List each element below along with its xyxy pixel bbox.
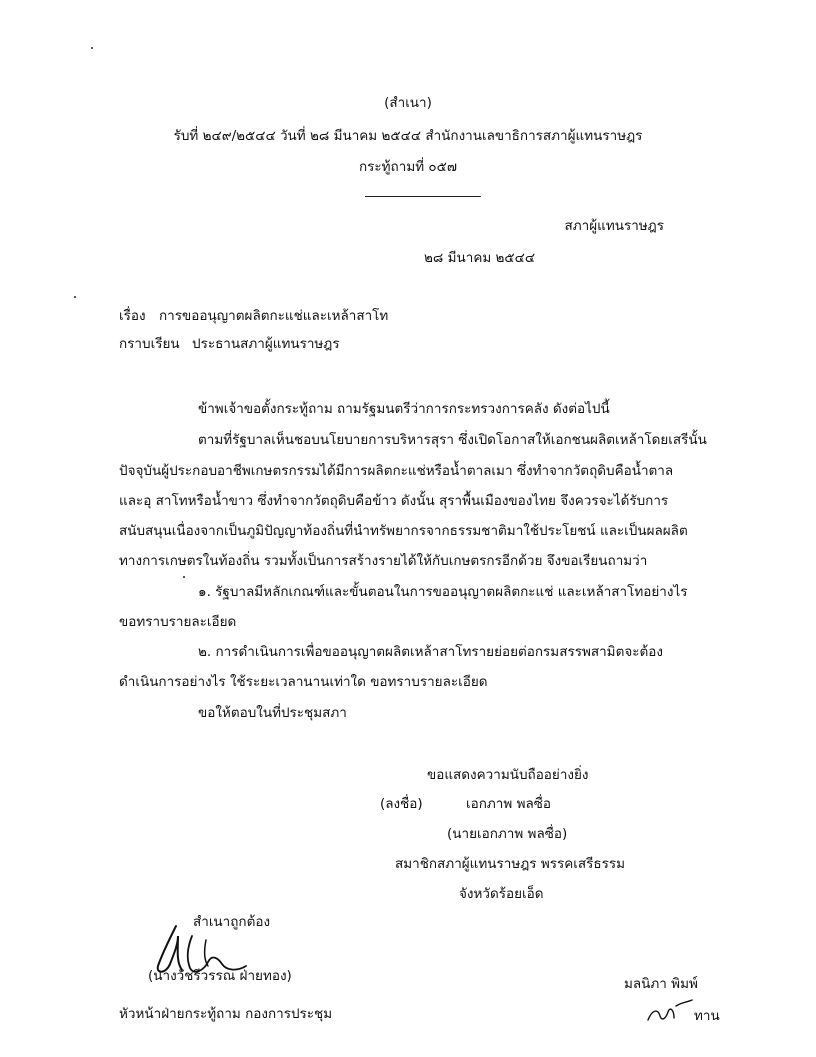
body-line: ขอให้ตอบในที่ประชุมสภา xyxy=(198,705,347,721)
letter-date: ๒๘ มีนาคม ๒๕๔๔ xyxy=(424,250,536,266)
printed-name: (นายเอกภาพ พลซื่อ) xyxy=(447,826,568,842)
certifier-title: หัวหน้าฝ่ายกระทู้ถาม กองการประชุม xyxy=(119,1006,333,1022)
scan-speck xyxy=(74,296,76,298)
scan-speck xyxy=(183,576,185,578)
question-number: กระทู้ถามที่ ๐๕๗ xyxy=(358,159,458,175)
closing-regards: ขอแสดงความนับถืออย่างยิ่ง xyxy=(427,767,589,783)
scan-speck xyxy=(91,47,93,49)
typist-name: มลนิภา พิมพ์ xyxy=(624,976,698,992)
body-line: ขอทราบรายละเอียด xyxy=(119,614,237,630)
body-line: ข้าพเจ้าขอตั้งกระทู้ถาม ถามรัฐมนตรีว่าการกระทรวงการคลัง ดังต่อไปนี้ xyxy=(198,401,610,417)
header-divider xyxy=(365,196,481,197)
question-item-1: ๑. รัฐบาลมีหลักเกณฑ์และขั้นตอนในการขออนุญาตผลิตกะแช่ และเหล้าสาโทอย่างไร xyxy=(198,584,688,600)
checker-initials xyxy=(644,998,694,1028)
subject-text: การขออนุญาตผลิตกะแช่และเหล้าสาโท xyxy=(159,308,389,324)
body-line: ปัจจุบันผู้ประกอบอาชีพเกษตรกรรมได้มีการผลิตกะแช่หรือน้ำตาลเมา ซึ่งทำจากวัตถุดิบคือน้ำตาล xyxy=(119,463,674,479)
certified-copy-text: สำเนาถูกต้อง xyxy=(193,914,271,930)
certifier-name: (นางวัชรีวรรณ ฝ่ายทอง) xyxy=(148,968,292,984)
body-line: และอุ สาโทหรือน้ำขาว ซึ่งทำจากวัตถุดิบคือข้าว ดังนั้น สุราพื้นเมืองของไทย จึงควรจะได้รับการ xyxy=(119,493,669,509)
signed-name: เอกภาพ พลซื่อ xyxy=(466,796,552,812)
member-province: จังหวัดร้อยเอ็ด xyxy=(459,886,544,902)
salutation-label: กราบเรียน xyxy=(119,336,180,352)
body-line: ทางการเกษตรในท้องถิ่น รวมทั้งเป็นการสร้างรายได้ให้กับเกษตรกรอีกด้วย จึงขอเรียนถามว่า xyxy=(119,553,648,569)
received-line: รับที่ ๒๔๙/๒๕๔๔ วันที่ ๒๘ มีนาคม ๒๕๔๔ สำนักงานเลขาธิการสภาผู้แทนราษฎร xyxy=(173,128,643,144)
body-line: สนับสนุนเนื่องจากเป็นภูมิปัญญาท้องถิ่นที่นำทรัพยากรจากธรรมชาติมาใช้ประโยชน์ และเป็นผลผลิต xyxy=(119,523,688,539)
checker-label: ทาน xyxy=(694,1008,720,1024)
sender-office: สภาผู้แทนราษฎร xyxy=(564,218,664,234)
member-position: สมาชิกสภาผู้แทนราษฎร พรรคเสรีธรรม xyxy=(395,856,626,872)
subject-label: เรื่อง xyxy=(119,308,146,324)
signed-label: (ลงชื่อ) xyxy=(380,796,423,812)
body-line: ดำเนินการอย่างไร ใช้ระยะเวลานานเท่าใด ขอทราบรายละเอียด xyxy=(119,674,488,690)
copy-mark: (สำเนา) xyxy=(384,95,432,111)
question-item-2: ๒. การดำเนินการเพื่อขออนุญาตผลิตเหล้าสาโทรายย่อยต่อกรมสรรพสามิตจะต้อง xyxy=(198,644,663,660)
body-line: ตามที่รัฐบาลเห็นชอบนโยบายการบริหารสุรา ซึ่งเปิดโอกาสให้เอกชนผลิตเหล้าโดยเสรีนั้น xyxy=(198,432,707,448)
salutation-text: ประธานสภาผู้แทนราษฎร xyxy=(192,336,340,352)
